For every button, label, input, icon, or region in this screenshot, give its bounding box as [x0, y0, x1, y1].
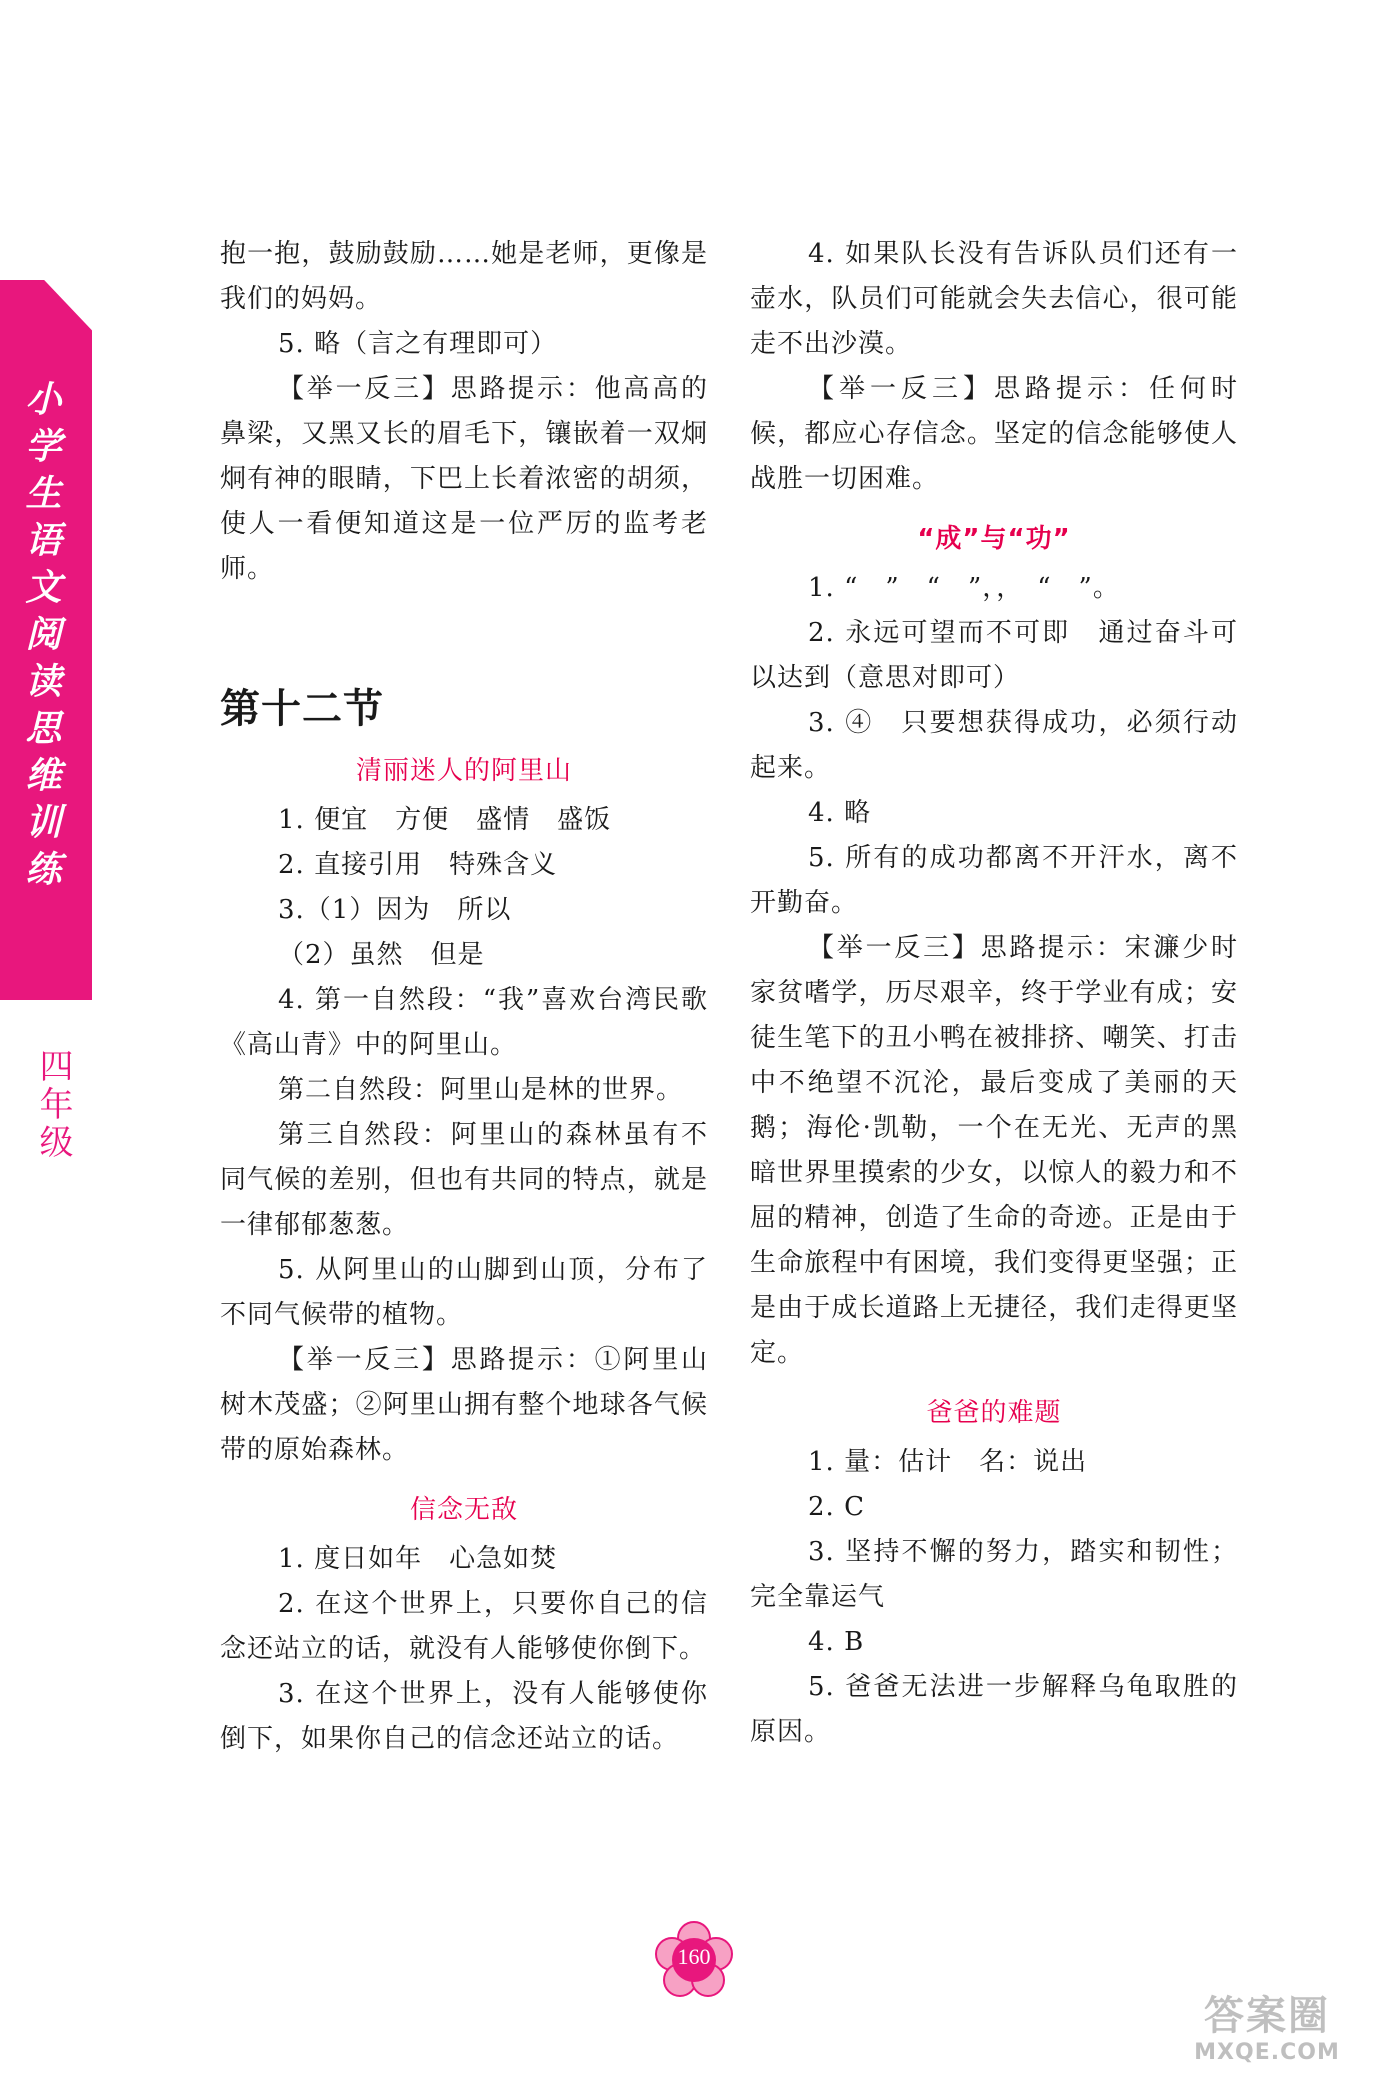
left-column	[220, 232, 708, 1762]
answer-item: 【举一反三】思路提示：任何时候，都应心存信念。坚定的信念能够使人战胜一切困难。	[750, 374, 1238, 494]
paragraph: 【举一反三】思路提示：他高高的鼻梁，又黑又长的眉毛下，镶嵌着一双炯炯有神的眼睛，下巴上长着浓密的胡须，使人一看便知道这是一位严厉的监考老师。	[220, 374, 708, 584]
answer-item: 【举一反三】思路提示：宋濂少时家贫嗜学，历尽艰辛，终于学业有成；安徒生笔下的丑小鸭在被排挤、嘲笑、打击中不绝望不沉沦，最后变成了美丽的天鹅；海伦·凯勒，一个在无光、无声的黑暗世界里摸索的少女，以惊人的毅力和不屈的精神，创造了生命的奇迹。正是由于生命旅程中有困境，我们变得更坚强；正是由于成长道路上无捷径，我们走得更坚定。	[750, 933, 1238, 1368]
answer-item: 4. 如果队长没有告诉队员们还有一壶水，队员们可能就会失去信心，很可能走不出沙漠。	[750, 239, 1238, 359]
right-column	[750, 232, 1238, 1755]
answer-item: 2. 永远可望而不可即 通过奋斗可以达到（意思对即可）	[750, 618, 1238, 693]
answer-item: 4. B	[808, 1627, 865, 1657]
section-title: 第十二节	[220, 685, 384, 732]
answer-item: 3. 在这个世界上，没有人能够使你倒下，如果你自己的信念还站立的话。	[220, 1679, 708, 1754]
answer-item: 5. 爸爸无法进一步解释乌龟取胜的原因。	[750, 1672, 1238, 1747]
watermark-url: MXQE.COM	[1194, 2040, 1340, 2065]
answer-item: 2. 在这个世界上，只要你自己的信念还站立的话，就没有人能够使你倒下。	[220, 1589, 708, 1664]
page-number-badge	[648, 1920, 740, 2004]
answer-item: 1. “ ” “ ”，， “ ”。	[808, 573, 1120, 603]
answer-item: 2. 直接引用 特殊含义	[278, 850, 558, 880]
answer-item: 3. 坚持不懈的努力，踏实和韧性；完全靠运气	[750, 1537, 1238, 1612]
answer-item: 4. 第一自然段：“我”喜欢台湾民歌《高山青》中的阿里山。	[220, 985, 708, 1060]
subsection-title: “成”与“功”	[917, 524, 1071, 554]
answer-item: 1. 便宜 方便 盛情 盛饭	[278, 805, 612, 835]
series-title: 小学生语文阅读思维训练	[20, 380, 61, 897]
answer-item: 3. ④ 只要想获得成功，必须行动起来。	[750, 708, 1238, 783]
subsection-title: 清丽迷人的阿里山	[355, 756, 572, 786]
answer-item: 3.（1）因为 所以	[278, 895, 512, 925]
answer-item: 1. 量：估计 名：说出	[808, 1447, 1088, 1477]
answer-item: 第二自然段：阿里山是林的世界。	[278, 1075, 684, 1105]
watermark	[1162, 1984, 1372, 2072]
paragraph: 抱一抱，鼓励鼓励……她是老师，更像是我们的妈妈。	[220, 239, 708, 314]
answer-item: 5. 所有的成功都离不开汗水，离不开勤奋。	[750, 843, 1238, 918]
answer-item: 4. 略	[808, 798, 872, 828]
paragraph: 5. 略（言之有理即可）	[278, 329, 558, 359]
answer-item: 【举一反三】思路提示：①阿里山树木茂盛；②阿里山拥有整个地球各气候带的原始森林。	[220, 1345, 708, 1465]
answer-item: （2）虽然 但是	[278, 940, 485, 970]
page-number: 160	[677, 1944, 711, 1969]
subsection-title: 信念无敌	[409, 1495, 518, 1525]
subsection-title: 爸爸的难题	[926, 1398, 1062, 1428]
answer-item: 5. 从阿里山的山脚到山顶，分布了不同气候带的植物。	[220, 1255, 708, 1330]
answer-item: 1. 度日如年 心急如焚	[278, 1544, 558, 1574]
watermark-text: 答案圈	[1204, 1993, 1330, 2039]
answer-item: 第三自然段：阿里山的森林虽有不同气候的差别，但也有共同的特点，就是一律郁郁葱葱。	[220, 1120, 708, 1240]
answer-item: 2. C	[808, 1492, 865, 1522]
grade-label: 四年级	[33, 1048, 73, 1162]
